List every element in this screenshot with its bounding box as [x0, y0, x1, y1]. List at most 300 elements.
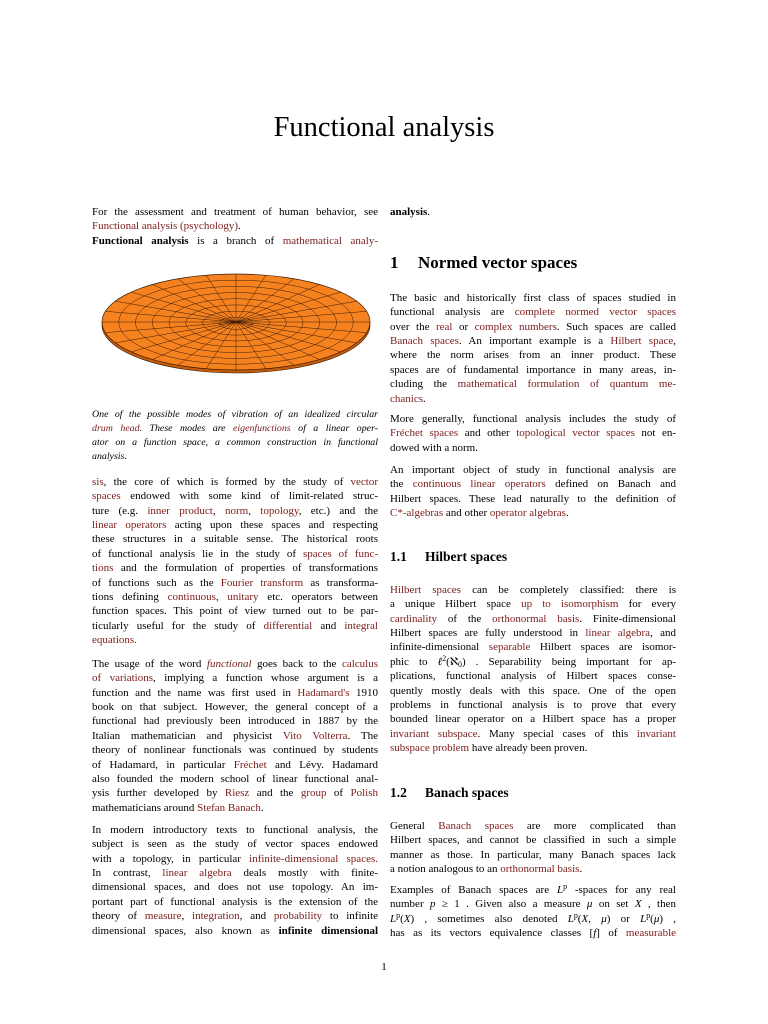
text-run: ) , sometimes also denoted — [410, 912, 568, 925]
paragraph — [92, 475, 378, 647]
hyperlink[interactable]: mathematical formulation of quantum me- — [457, 378, 676, 391]
hyperlink[interactable]: orthonormal basis — [500, 863, 580, 876]
hyperlink[interactable]: invariant — [636, 727, 676, 740]
hyperlink[interactable]: Fréchet — [233, 758, 267, 771]
text-line — [390, 897, 676, 911]
text-line — [390, 698, 676, 712]
hyperlink[interactable]: Vito Volterra — [282, 729, 348, 742]
hyperlink[interactable]: integration — [192, 910, 240, 923]
text-run: Hilbert spaces are isomor- — [530, 641, 676, 654]
line-content — [390, 335, 676, 347]
text-run: , implying a function whose argument is a — [153, 672, 378, 685]
text-line — [92, 686, 378, 700]
text-line — [92, 234, 378, 248]
hyperlink[interactable]: Polish — [350, 787, 378, 800]
text-line — [92, 619, 378, 633]
text-run: . — [422, 392, 426, 405]
text-line — [92, 604, 378, 618]
text-run: problems in functional analysis is to prove that every — [390, 698, 676, 711]
text-line — [92, 924, 378, 938]
section-number: 1.2 — [390, 785, 407, 800]
math-variable: X — [634, 898, 642, 911]
line-content — [92, 577, 378, 589]
line-content — [92, 701, 378, 713]
text-line — [390, 363, 676, 377]
hyperlink[interactable]: up to isomorphism — [521, 598, 619, 611]
line-content — [390, 349, 676, 361]
text-line — [92, 633, 378, 647]
text-run: . — [427, 206, 431, 218]
hyperlink[interactable]: continuous — [167, 590, 216, 603]
hyperlink[interactable]: C*-algebras — [390, 507, 444, 520]
line-content — [390, 427, 676, 439]
text-run: theory of — [92, 910, 145, 923]
section-heading — [390, 784, 676, 802]
text-run: to infinite — [322, 910, 379, 923]
hyperlink[interactable]: subspace problem — [390, 741, 470, 754]
text-run: . Many special cases of this — [477, 727, 637, 740]
line-content — [390, 685, 676, 697]
paragraph — [390, 819, 676, 876]
line-content — [390, 699, 676, 711]
hyperlink[interactable]: equations. — [92, 633, 137, 646]
text-line — [92, 450, 378, 464]
text-run: , and — [239, 910, 274, 923]
paragraph — [92, 234, 378, 248]
line-content — [92, 744, 378, 756]
line-content — [390, 598, 676, 610]
line-content — [92, 824, 378, 836]
text-line — [92, 489, 378, 503]
bold-text: analysis — [390, 206, 428, 218]
text-run: dimensional spaces, and does not use topology. An im- — [92, 881, 378, 894]
text-run: ) . Separability being important for ap- — [461, 655, 676, 668]
hyperlink[interactable]: linear algebra — [585, 627, 651, 640]
line-content — [92, 759, 378, 771]
line-content — [92, 853, 378, 865]
text-run: , — [673, 335, 676, 348]
hyperlink[interactable]: probability — [273, 910, 323, 923]
line-content — [92, 787, 378, 799]
paragraph — [390, 883, 676, 940]
text-run: . — [260, 801, 264, 814]
line-content — [390, 364, 676, 376]
line-content — [390, 478, 676, 490]
line-content — [92, 896, 378, 908]
hyperlink[interactable]: spaces — [92, 490, 121, 503]
figure-drum-head — [100, 268, 372, 385]
text-line — [92, 895, 378, 909]
hyperlink[interactable]: real — [435, 320, 453, 333]
bold-text: Functional analysis — [92, 235, 189, 247]
paragraph — [390, 412, 676, 455]
text-line — [92, 436, 378, 450]
text-run: . — [238, 220, 241, 233]
paragraph — [390, 463, 676, 520]
text-run: and — [312, 619, 345, 632]
text-run: function and the name was first used in — [92, 686, 298, 699]
text-run: . The — [347, 729, 379, 742]
text-line — [390, 926, 676, 940]
line-content — [92, 591, 378, 603]
text-run: In contrast, — [92, 867, 163, 880]
line-content — [92, 409, 378, 420]
hyperlink[interactable]: complex numbers — [474, 320, 557, 333]
paragraph — [92, 823, 378, 938]
text-run: (ℵ — [446, 655, 459, 668]
text-run: with a topology, in particular — [92, 852, 250, 865]
hyperlink[interactable]: Fréchet spaces — [390, 427, 459, 440]
line-content — [390, 728, 676, 740]
paragraph — [390, 291, 676, 406]
paragraph — [92, 657, 378, 815]
line-content — [390, 378, 676, 390]
text-run: of — [326, 787, 351, 800]
math-variable: f — [593, 927, 597, 940]
text-line — [92, 700, 378, 714]
text-line — [390, 426, 676, 440]
text-line — [390, 883, 676, 897]
line-content — [92, 881, 378, 893]
line-content — [92, 687, 378, 699]
bold-text: infinite dimensional — [278, 924, 378, 937]
text-line — [92, 504, 378, 518]
line-content — [92, 773, 378, 785]
hyperlink[interactable]: measure — [144, 910, 182, 923]
line-content — [390, 641, 676, 653]
math-superscript: p — [573, 911, 578, 921]
text-run: ] of — [596, 927, 626, 940]
text-run: ysis further developed by — [92, 787, 225, 800]
line-content — [390, 863, 582, 875]
text-run: has as its vectors equivalence classes [ — [390, 927, 594, 940]
hyperlink[interactable]: continuous linear operators — [412, 478, 546, 491]
hyperlink[interactable]: drum head — [92, 423, 140, 434]
section-heading — [390, 253, 676, 273]
line-content — [390, 292, 676, 304]
line-content — [390, 627, 676, 639]
text-line — [92, 866, 378, 880]
text-line — [390, 412, 676, 426]
math-variable: L — [556, 884, 564, 896]
text-run: , etc.) and the — [298, 504, 379, 517]
text-line — [390, 655, 676, 669]
text-run: ) , — [659, 912, 677, 925]
text-run: The basic and historically first class of spaces studied in — [390, 292, 676, 304]
line-content — [92, 634, 137, 646]
line-content — [390, 206, 430, 218]
line-content — [390, 464, 676, 476]
text-line — [390, 348, 676, 362]
text-line — [390, 712, 676, 726]
hyperlink[interactable]: Hilbert spaces — [390, 584, 461, 596]
text-line — [92, 532, 378, 546]
text-run: ture (e.g. — [92, 504, 148, 517]
math-variable: μ — [653, 912, 660, 925]
hyperlink[interactable]: of variations — [92, 672, 154, 685]
text-run: these structures in a suitable sense. The historical roots — [92, 533, 378, 546]
text-run: . — [579, 863, 583, 876]
math-variable: p — [429, 898, 436, 911]
math-superscript: p — [646, 911, 651, 921]
text-run: on set — [592, 898, 635, 911]
hyperlink[interactable]: Functional analysis (psychology) — [92, 220, 239, 233]
line-content — [390, 306, 676, 318]
line-content — [92, 437, 378, 448]
text-run: as transforma- — [303, 576, 378, 589]
text-run: of Hadamard, in particular — [92, 758, 234, 771]
line-content — [92, 867, 378, 879]
text-run: . — [565, 507, 569, 520]
text-run: have already been proven. — [469, 741, 588, 754]
text-line — [92, 205, 378, 219]
line-content — [92, 562, 378, 574]
hyperlink[interactable]: linear algebra — [162, 867, 232, 880]
hyperlink[interactable]: cardinality — [390, 612, 438, 625]
text-run: Examples of Banach spaces are — [390, 884, 557, 896]
text-run: goes back to the — [251, 658, 342, 670]
text-line — [92, 561, 378, 575]
text-run: where the norm arises from an inner product. These — [390, 349, 676, 362]
text-line — [390, 612, 676, 626]
text-run: One of the possible modes of vibration of an idealized circular — [92, 409, 378, 420]
text-line — [92, 909, 378, 923]
line-content — [390, 670, 676, 682]
text-run: infinite-dimensional — [390, 641, 489, 654]
text-line — [390, 291, 676, 305]
text-run: ≥ 1 . Given also a measure — [435, 898, 587, 911]
text-run: of functions such as the — [92, 576, 221, 589]
line-content — [92, 423, 378, 434]
text-line — [92, 657, 378, 671]
hyperlink[interactable]: infinite-dimensional spaces. — [249, 852, 378, 865]
text-run: , — [215, 590, 228, 603]
line-content — [92, 548, 378, 560]
hyperlink[interactable]: operator algebras — [489, 507, 566, 520]
hyperlink[interactable]: orthonormal basis — [492, 612, 580, 625]
hyperlink[interactable]: spaces of func- — [302, 547, 378, 560]
line-content — [92, 519, 378, 531]
text-run: 1910 — [349, 686, 378, 699]
line-content — [390, 898, 676, 910]
hyperlink[interactable]: separable — [488, 641, 531, 654]
text-run: or — [452, 320, 475, 333]
text-line — [390, 912, 676, 926]
text-line — [92, 576, 378, 590]
text-line — [92, 547, 378, 561]
text-run: Hilbert spaces. These lead naturally to the definition of — [390, 492, 676, 505]
text-run: subject is seen as the study of vector spaces endowed — [92, 838, 378, 851]
hyperlink[interactable]: mathematical analy- — [282, 235, 379, 247]
text-line — [92, 786, 378, 800]
text-run: and other — [458, 427, 517, 440]
line-content — [390, 913, 676, 925]
hyperlink[interactable]: invariant subspace — [390, 727, 478, 740]
page-title: Functional analysis — [273, 112, 495, 143]
hyperlink[interactable]: complete normed vector spaces — [514, 306, 677, 319]
math-superscript: p — [563, 882, 568, 892]
hyperlink[interactable]: Hadamard's — [297, 686, 350, 699]
hyperlink[interactable]: calculus — [341, 658, 378, 670]
text-run: ticularly useful for the study of — [92, 619, 264, 632]
text-line — [92, 422, 378, 436]
text-run: theory of nonlinear functionals was continued by students — [92, 744, 378, 757]
text-run: , and — [650, 627, 676, 640]
text-run: The usage of the word — [92, 658, 207, 670]
section-title: Banach spaces — [425, 785, 509, 800]
math-variable: X — [403, 912, 411, 925]
paragraph — [390, 583, 676, 755]
text-line — [390, 727, 676, 741]
line-content — [92, 730, 378, 742]
line-content — [390, 927, 676, 939]
hyperlink[interactable]: chanics — [390, 392, 423, 405]
hyperlink[interactable]: Stefan Banach — [197, 801, 261, 814]
text-run: of the — [437, 612, 493, 625]
text-line — [92, 590, 378, 604]
hyperlink[interactable]: norm — [224, 504, 249, 517]
text-run: quently mostly deals with this space. One of the open — [390, 684, 676, 697]
text-line — [390, 477, 676, 491]
text-line — [390, 741, 676, 755]
text-run: book on that subject. However, the general concept of a — [92, 701, 378, 714]
math-variable: L — [640, 912, 647, 925]
hyperlink[interactable]: topological vector spaces — [516, 427, 635, 440]
hyperlink[interactable]: Fourier transform — [220, 576, 304, 589]
text-run: and the formulation of properties of transformations — [113, 562, 378, 575]
text-run: and the — [249, 787, 301, 800]
text-run: and Lévy. Hadamard — [266, 758, 378, 771]
text-run: , the core of which is formed by the study of — [103, 476, 351, 488]
line-content — [92, 838, 378, 850]
text-run: defined on Banach and — [545, 478, 676, 491]
line-content — [92, 235, 378, 247]
line-content — [390, 613, 676, 625]
section-title: Normed vector spaces — [418, 253, 578, 272]
text-run: the — [390, 478, 413, 491]
text-run: for every — [618, 598, 676, 611]
text-line — [390, 684, 676, 698]
text-run: functional analysis are — [390, 306, 515, 319]
text-line — [390, 669, 676, 683]
text-line — [92, 219, 378, 233]
line-content — [390, 493, 676, 505]
line-content — [92, 505, 378, 517]
text-run: functional had previously been introduced in 1887 by the — [92, 715, 378, 728]
hyperlink[interactable]: sis — [92, 476, 104, 488]
text-line — [390, 626, 676, 640]
line-content — [390, 442, 478, 454]
hyperlink[interactable]: inner product — [147, 504, 213, 517]
hyperlink[interactable]: differential — [263, 619, 313, 632]
text-run: ( — [577, 912, 582, 925]
text-run: not en- — [634, 427, 676, 440]
hyperlink[interactable]: functional — [206, 658, 252, 670]
text-line — [92, 758, 378, 772]
line-content — [92, 910, 378, 922]
hyperlink[interactable]: eigenfunctions — [233, 423, 291, 434]
text-run: plications, functional analysis of Hilbert spaces conse- — [390, 670, 676, 683]
math-superscript: p — [396, 911, 401, 921]
text-run: , then — [641, 898, 676, 911]
text-line — [92, 880, 378, 894]
text-run: is a branch of — [188, 235, 283, 247]
math-variable: L — [567, 912, 574, 925]
hyperlink[interactable]: tions — [92, 562, 114, 575]
text-line — [92, 801, 378, 815]
hyperlink[interactable]: integral — [344, 619, 378, 632]
math-variable: μ — [586, 898, 593, 911]
text-line — [92, 671, 378, 685]
text-line — [92, 837, 378, 851]
hyperlink[interactable]: unitary — [227, 590, 259, 603]
text-run: ( — [650, 912, 654, 925]
hyperlink[interactable]: Banach spaces — [390, 335, 459, 348]
text-run: function spaces. This point of view turned out to be par- — [92, 605, 378, 618]
hyperlink[interactable]: topology — [260, 504, 299, 517]
hyperlink[interactable]: Banach spaces — [438, 820, 514, 832]
text-line — [92, 729, 378, 743]
text-run: . These modes are — [139, 423, 234, 434]
line-content — [92, 451, 127, 462]
text-run: dimensional spaces, also known as — [92, 924, 279, 937]
text-line — [390, 848, 676, 862]
text-run: a unique Hilbert space — [390, 598, 522, 611]
text-run: cluding the — [390, 378, 458, 391]
line-content — [390, 656, 676, 668]
page-number: 1 — [381, 961, 387, 973]
text-run: -spaces for any real — [567, 884, 676, 896]
hyperlink[interactable]: group — [300, 787, 327, 800]
text-run: acting upon these spaces and respecting — [166, 519, 379, 532]
text-run: number — [390, 898, 430, 911]
text-run: . An important example is a — [458, 335, 611, 348]
text-run: can be completely classified: there is — [460, 584, 676, 596]
text-run: phic to — [390, 655, 438, 668]
text-run: dowed with a norm. — [390, 441, 478, 454]
text-run: etc. operators between — [258, 590, 378, 603]
line-content — [92, 672, 378, 684]
line-content — [390, 713, 676, 725]
hyperlink[interactable]: linear operators — [92, 519, 167, 532]
line-content — [92, 476, 378, 488]
line-content — [390, 584, 676, 596]
text-run: , — [212, 504, 225, 517]
text-line — [390, 583, 676, 597]
text-run: endowed with some kind of limit-related struc- — [120, 490, 378, 503]
text-line — [92, 823, 378, 837]
line-content — [390, 507, 569, 519]
hyperlink[interactable]: vector — [350, 476, 378, 488]
text-line — [390, 492, 676, 506]
hatnote — [92, 205, 378, 234]
text-run: of a linear oper- — [290, 423, 378, 434]
text-run: . Such spaces are called — [556, 320, 677, 333]
section-number: 1.1 — [390, 549, 407, 564]
hyperlink[interactable]: measurable — [625, 927, 677, 940]
text-line — [92, 772, 378, 786]
math-superscript: 2 — [442, 654, 447, 664]
text-line — [390, 597, 676, 611]
line-content — [390, 413, 676, 425]
math-variable: L — [390, 912, 397, 925]
text-run: . Finite-dimensional — [579, 612, 676, 625]
line-content — [92, 490, 378, 502]
hyperlink[interactable]: Riesz — [224, 787, 250, 800]
hyperlink[interactable]: Hilbert space — [610, 335, 674, 348]
text-line — [390, 334, 676, 348]
text-run: , — [181, 910, 193, 923]
